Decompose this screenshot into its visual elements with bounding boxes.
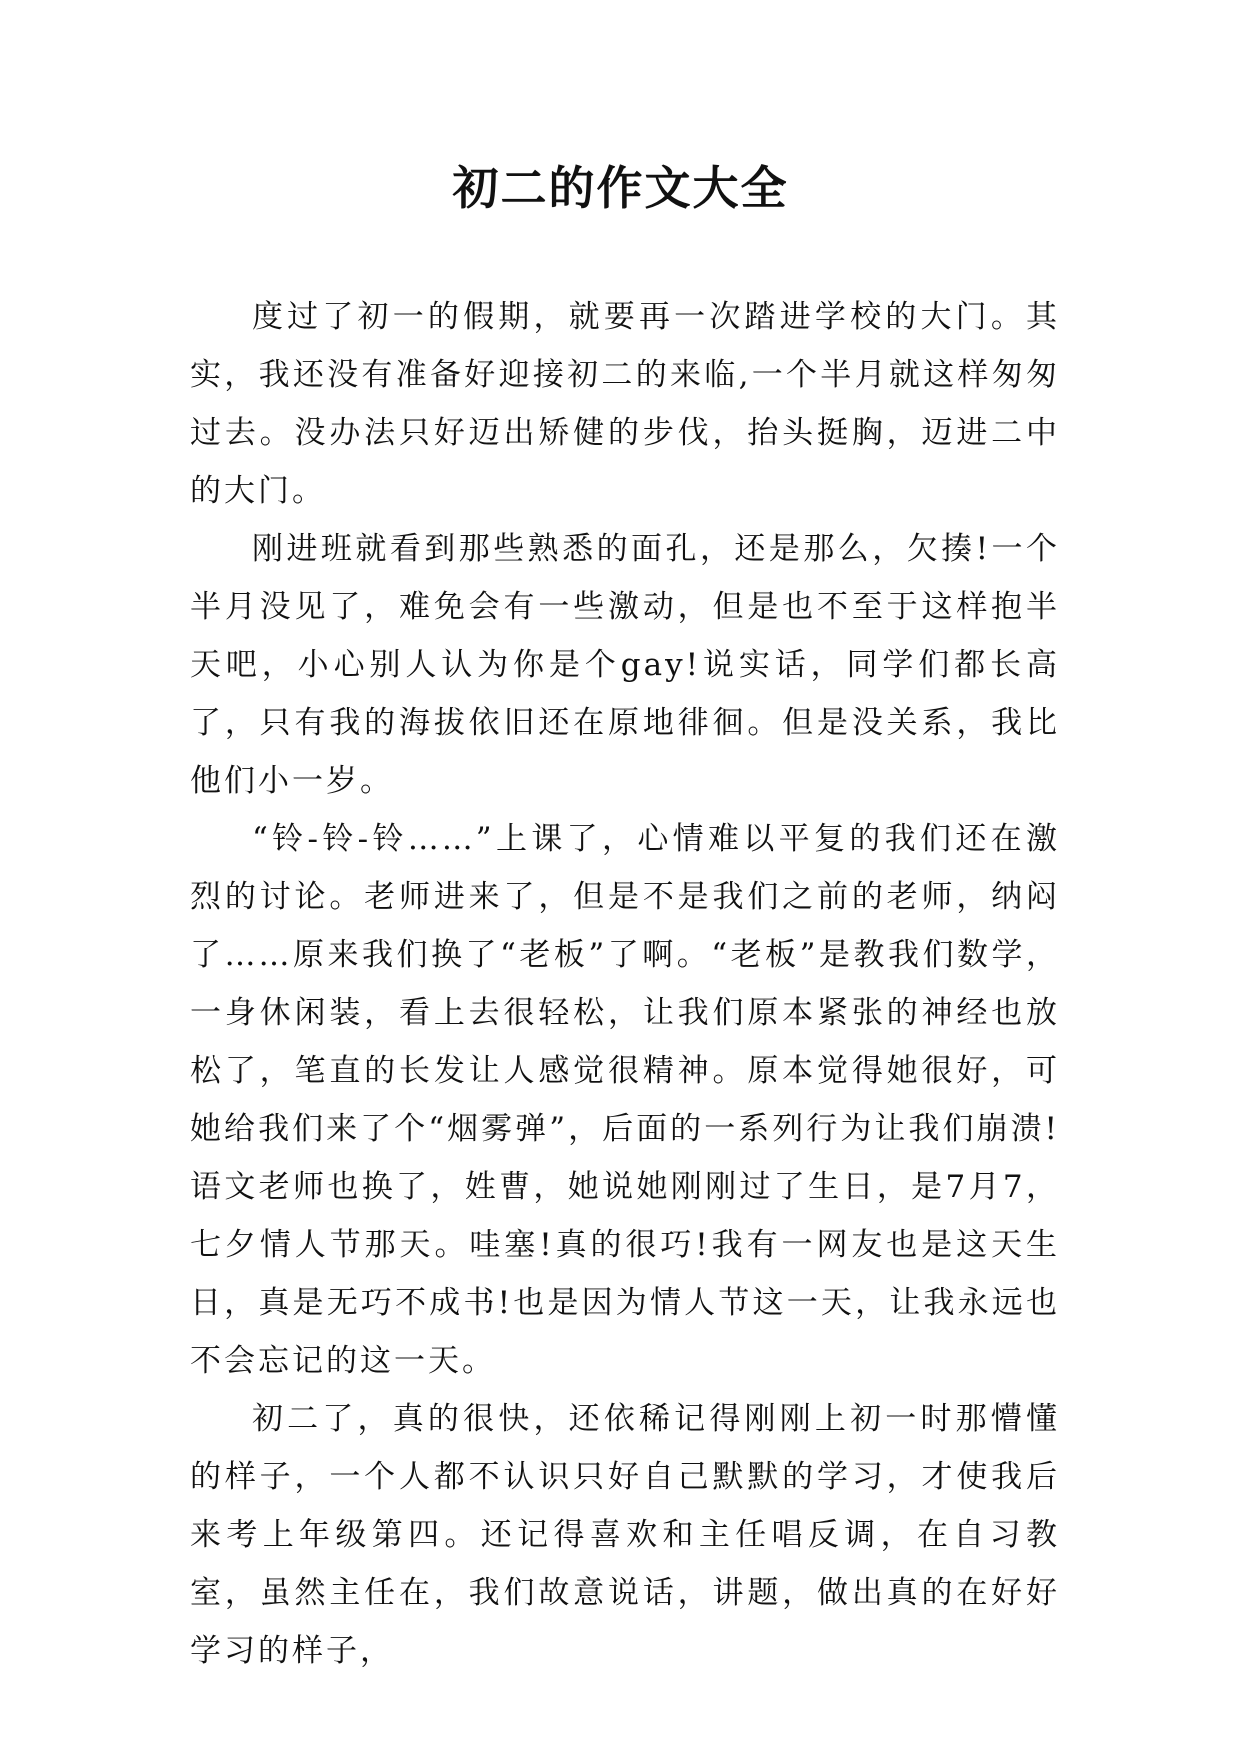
paragraph-2: 刚进班就看到那些熟悉的面孔，还是那么，欠揍!一个半月没见了，难免会有一些激动，但是也不至于这样抱半天吧，小心别人认为你是个gay!说实话，同学们都长高了，只有我的海拔依旧还在原地徘徊。但是没关系，我比他们小一岁。 <box>190 531 1060 799</box>
paragraph-4: 初二了，真的很快，还依稀记得刚刚上初一时那懵懂的样子，一个人都不认识只好自己默默的学习，才使我后来考上年级第四。还记得喜欢和主任唱反调，在自习教室，虽然主任在，我们故意说话，讲题，做出真的在好好学习的样子， <box>190 1401 1060 1669</box>
paragraph-1: 度过了初一的假期，就要再一次踏进学校的大门。其实，我还没有准备好迎接初二的来临,一个半月就这样匆匆过去。没办法只好迈出矫健的步伐，抬头挺胸，迈进二中的大门。 <box>190 299 1060 509</box>
paragraph-3: “铃-铃-铃……”上课了，心情难以平复的我们还在激烈的讨论。老师进来了，但是不是我们之前的老师，纳闷了……原来我们换了“老板”了啊。“老板”是教我们数学，一身休闲装，看上去很轻松，让我们原本紧张的神经也放松了，笔直的长发让人感觉很精神。原本觉得她很好，可她给我们来了个“烟雾弹”，后面的一系列行为让我们崩溃!语文老师也换了，姓曹，她说她刚刚过了生日，是7月7，七夕情人节那天。哇塞!真的很巧!我有一网友也是这天生日，真是无巧不成书!也是因为情人节这一天，让我永远也不会忘记的这一天。 <box>190 821 1060 1379</box>
document-title: 初二的作文大全 <box>452 161 789 215</box>
document-body <box>190 288 1060 1680</box>
